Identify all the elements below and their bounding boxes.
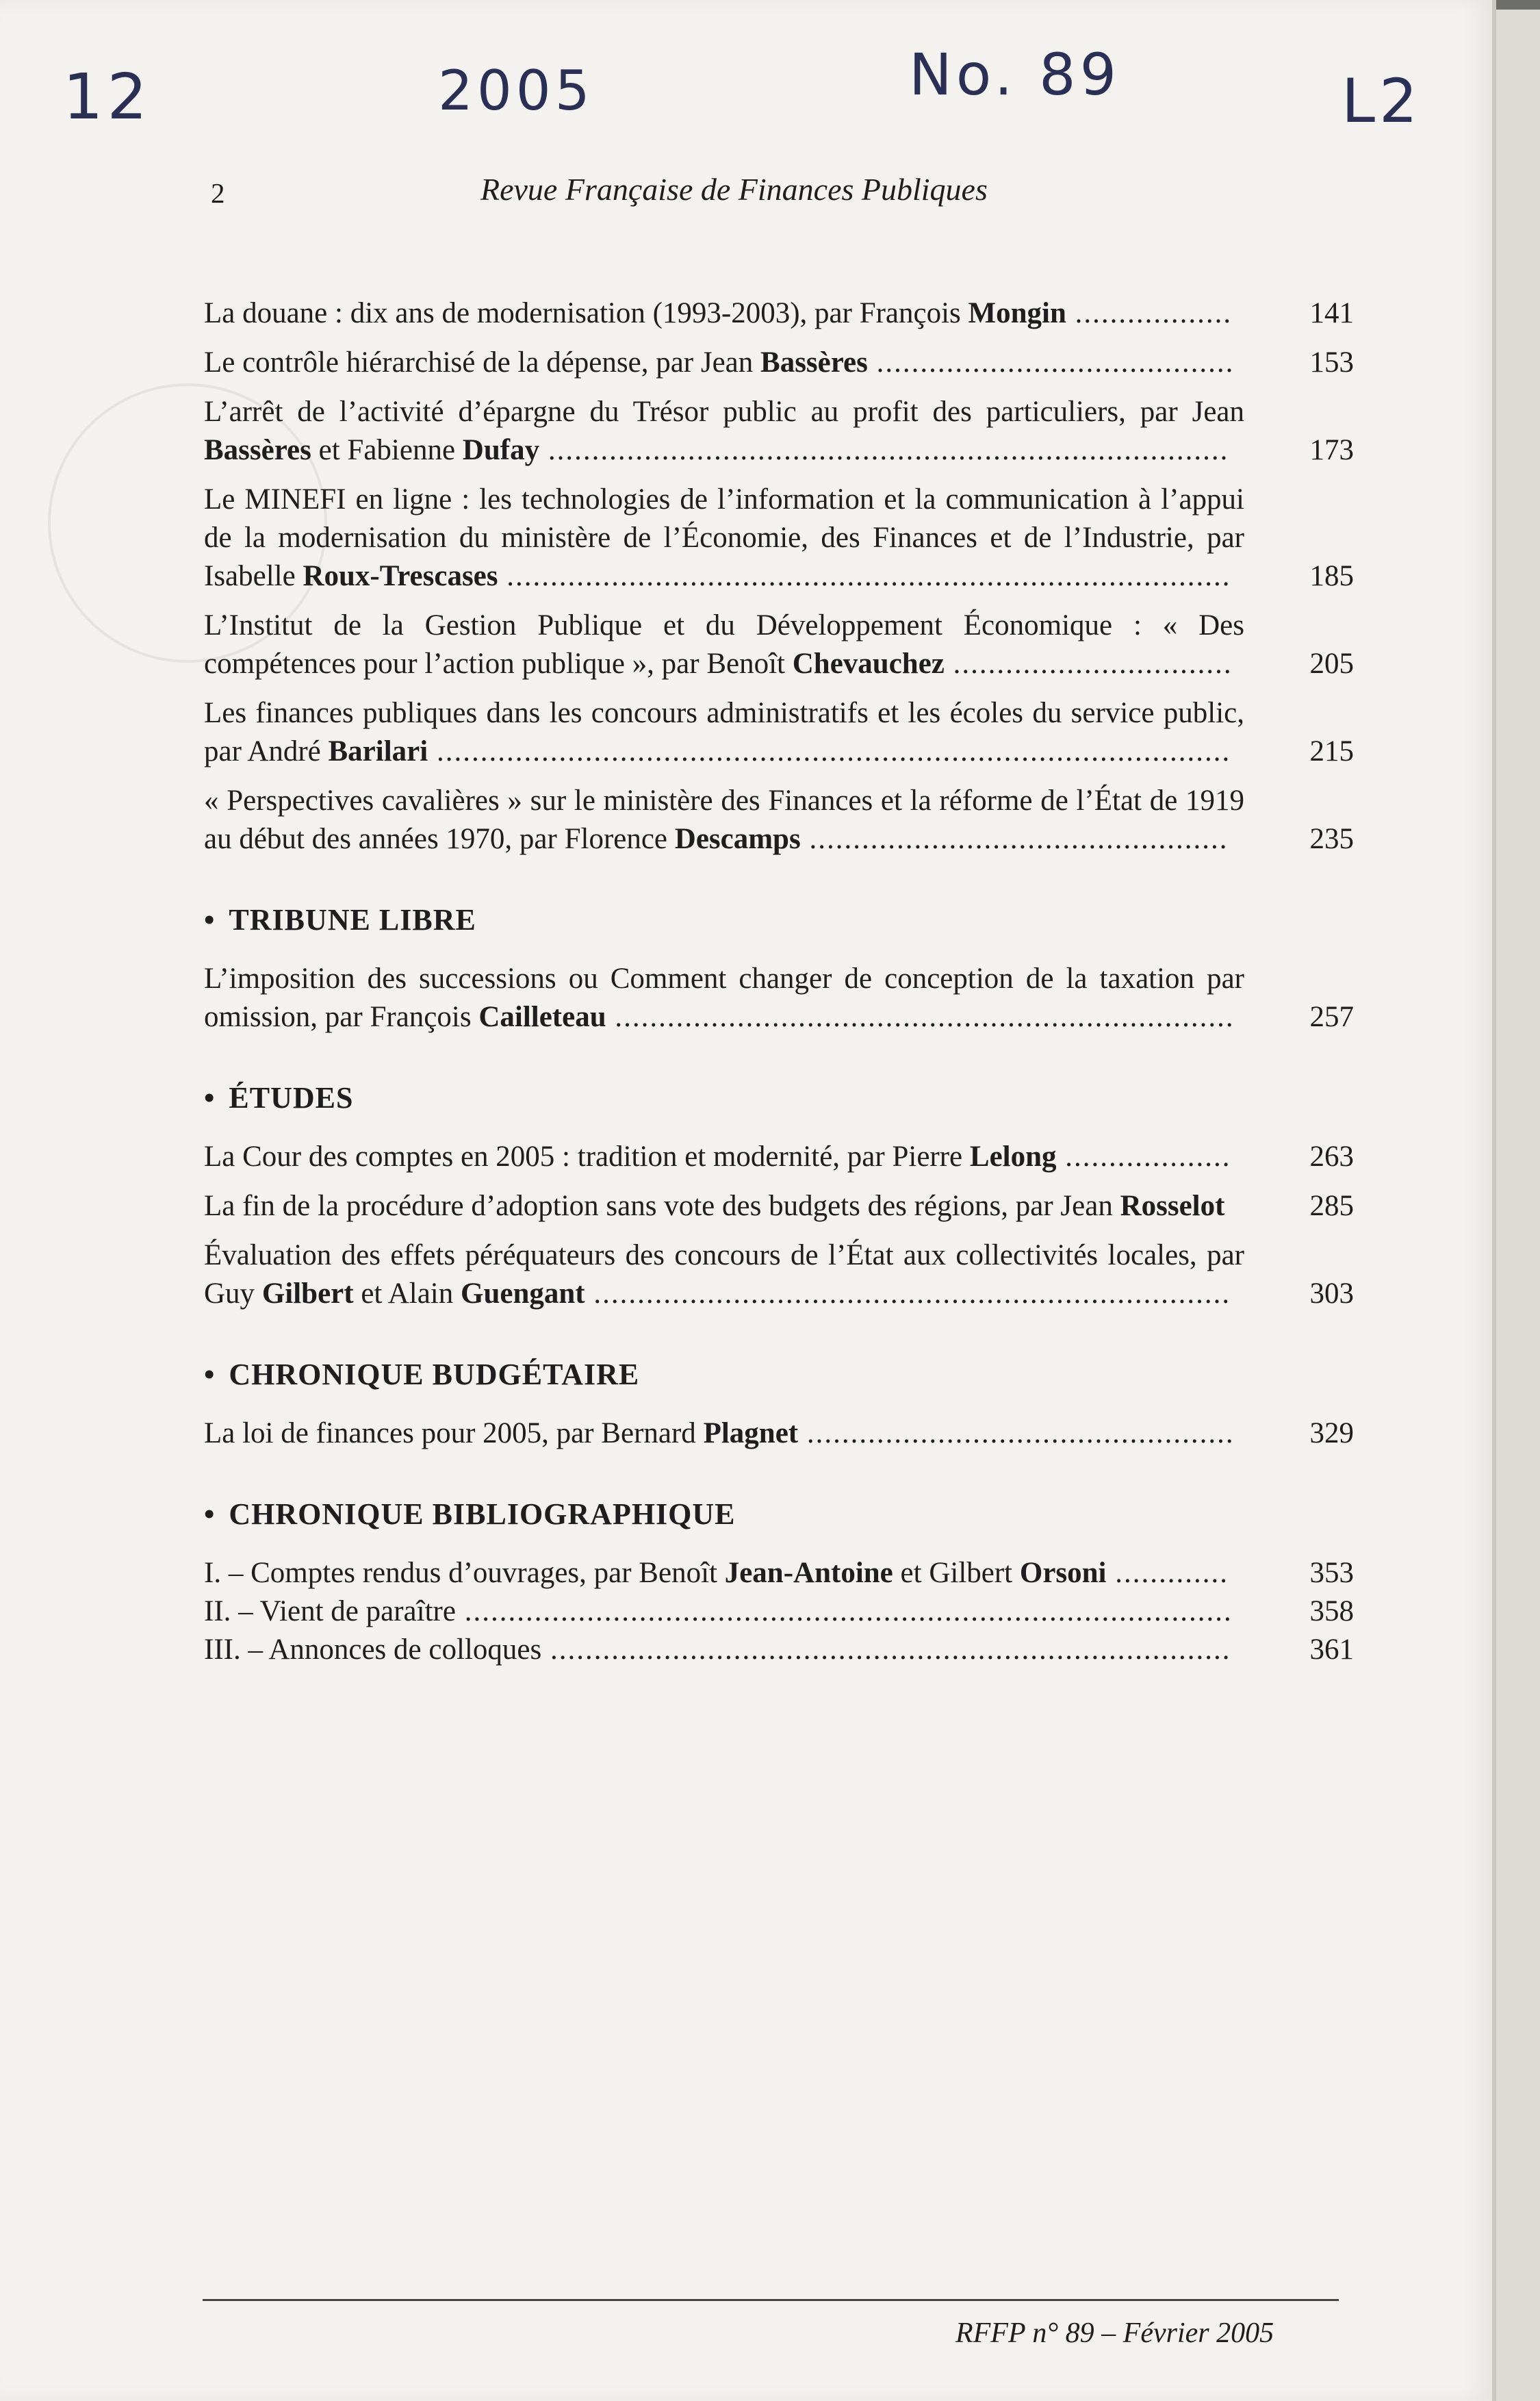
entry-page-number: 285 — [1309, 1190, 1354, 1222]
entry-text: La fin de la procédure d’adoption sans vote des budgets des régions, par Jean — [204, 1190, 1120, 1222]
toc-entry — [204, 344, 1354, 382]
entry-text: « Perspectives cavalières » sur le ministère des Finances et la réforme de l’État de 1919 au début des années 1970, par Florence — [204, 785, 1244, 855]
handwritten-issue: No. 89 — [909, 41, 1121, 108]
entry-author: Barilari — [328, 735, 428, 767]
entry-text: I. – Comptes rendus d’ouvrages, par Benoît — [204, 1557, 725, 1589]
toc-entry-title — [204, 1592, 1244, 1631]
toc-biblio-list — [204, 1554, 1354, 1669]
toc-entry-title — [204, 607, 1244, 683]
bullet-icon: • — [204, 1358, 216, 1391]
bullet-icon: • — [204, 1497, 216, 1531]
dot-leader: ........................................................................................ — [455, 1595, 1233, 1627]
entry-page-number: 141 — [1309, 297, 1354, 329]
toc-entry-title — [204, 294, 1244, 333]
dot-leader: ................................................ — [800, 823, 1229, 855]
toc-entry-title — [204, 782, 1244, 859]
entry-author: Plagnet — [703, 1417, 799, 1449]
toc-entry-title — [204, 481, 1244, 596]
entry-text: Les finances publiques dans les concours administratifs et les écoles du service public, par André — [204, 697, 1244, 767]
entry-author: Bassères — [760, 346, 868, 379]
entry-page-number: 263 — [1309, 1141, 1354, 1173]
bullet-icon: • — [204, 1081, 216, 1115]
entry-text: II. – Vient de paraître — [204, 1595, 456, 1627]
toc-entry-title — [204, 1414, 1244, 1453]
entry-text: L’imposition des successions ou Comment changer de conception de la taxation par omission, par François — [204, 963, 1244, 1033]
toc-tribune-list — [204, 960, 1354, 1037]
table-of-contents — [204, 294, 1354, 1669]
entry-page-number: 205 — [1309, 648, 1354, 680]
entry-page-number: 185 — [1309, 560, 1354, 592]
entry-text: Évaluation des effets péréquateurs des concours de l’État aux collectivités locales, par Guy — [204, 1239, 1244, 1310]
dot-leader: ......................................................................... — [585, 1278, 1231, 1310]
section-heading-tribune: • TRIBUNE LIBRE — [204, 903, 476, 937]
scan-right-edge — [1496, 10, 1540, 2401]
toc-entry-title — [204, 393, 1244, 470]
toc-entry-title — [204, 344, 1244, 382]
entry-text: L’Institut de la Gestion Publique et du Développement Économique : « Des compétences pour l’action publique », par Benoît — [204, 609, 1244, 680]
toc-entry — [204, 1631, 1354, 1669]
section-heading-etudes: • ÉTUDES — [204, 1081, 354, 1115]
entry-page-number: 257 — [1309, 1001, 1354, 1033]
footer-citation: RFFP n° 89 – Février 2005 — [955, 2317, 1274, 2349]
footer-rule — [203, 2299, 1339, 2301]
toc-main-list — [204, 294, 1354, 859]
entry-text: et Alain — [353, 1278, 461, 1310]
dot-leader: .............................................................................. — [541, 1634, 1231, 1666]
entry-author: Orsoni — [1019, 1557, 1107, 1589]
entry-author: Jean-Antoine — [724, 1557, 893, 1589]
entry-page-number: 215 — [1309, 735, 1354, 767]
dot-leader: ................................................. — [798, 1417, 1235, 1449]
handwritten-number: 12 — [63, 60, 152, 134]
entry-page-number: 303 — [1309, 1278, 1354, 1310]
toc-entry-title — [204, 960, 1244, 1037]
handwritten-code: L2 — [1342, 66, 1422, 136]
entry-author: Rosselot — [1120, 1190, 1225, 1222]
entry-page-number: 173 — [1309, 434, 1354, 466]
dot-leader: ................................................................................... — [498, 560, 1231, 592]
entry-text: La loi de finances pour 2005, par Bernard — [204, 1417, 704, 1449]
dot-leader: ............. — [1106, 1557, 1229, 1589]
toc-entry — [204, 393, 1354, 470]
toc-entry — [204, 1138, 1354, 1176]
toc-entry-title — [204, 1554, 1244, 1592]
page-number: 2 — [211, 177, 225, 209]
toc-entry-title — [204, 1236, 1244, 1313]
toc-entry — [204, 960, 1354, 1037]
dot-leader: ......................................... — [867, 346, 1235, 379]
toc-entry — [204, 607, 1354, 683]
journal-title: Revue Française de Finances Publiques — [480, 172, 988, 207]
toc-entry — [204, 481, 1354, 596]
entry-page-number: 153 — [1309, 346, 1354, 379]
toc-entry-title — [204, 1187, 1244, 1225]
entry-author: Lelong — [969, 1141, 1057, 1173]
section-heading-chronique-budgetaire: • CHRONIQUE BUDGÉTAIRE — [204, 1358, 640, 1391]
entry-page-number: 358 — [1309, 1595, 1354, 1627]
entry-text: et Gilbert — [893, 1557, 1020, 1589]
toc-entry — [204, 782, 1354, 859]
entry-page-number: 361 — [1309, 1634, 1354, 1666]
entry-author: Chevauchez — [792, 648, 945, 680]
toc-entry-title — [204, 694, 1244, 771]
entry-author: Cailleteau — [478, 1001, 606, 1033]
entry-author: Descamps — [674, 823, 801, 855]
entry-text: L’arrêt de l’activité d’épargne du Trésor public au profit des particuliers, par Jean — [204, 396, 1244, 428]
toc-entry — [204, 1554, 1354, 1592]
dot-leader: ........................................................................................... — [428, 735, 1231, 767]
section-heading-chronique-biblio: • CHRONIQUE BIBLIOGRAPHIQUE — [204, 1497, 736, 1531]
running-header — [205, 171, 1355, 212]
entry-text: III. – Annonces de colloques — [204, 1634, 542, 1666]
toc-entry — [204, 1187, 1354, 1225]
entry-page-number: 235 — [1309, 823, 1354, 855]
entry-author: Dufay — [462, 434, 540, 466]
entry-text: La douane : dix ans de modernisation (1993-2003), par François — [204, 297, 968, 329]
dot-leader: .............................................................................. — [539, 434, 1229, 466]
entry-text: et Fabienne — [311, 434, 463, 466]
entry-author: Mongin — [968, 297, 1066, 329]
entry-author: Roux-Trescases — [303, 560, 498, 592]
toc-budget-list — [204, 1414, 1354, 1453]
entry-page-number: 329 — [1309, 1417, 1354, 1449]
entry-author: Guengant — [461, 1278, 585, 1310]
handwritten-year: 2005 — [438, 59, 594, 123]
dot-leader: ................................ — [944, 648, 1233, 680]
dot-leader: .................. — [1066, 297, 1233, 329]
entry-text: Le MINEFI en ligne : les technologies de l’information et la communication à l’appui de la modernisation du ministère de l’Économie, des Finances et de l’Industrie, par Isabelle — [204, 483, 1244, 592]
toc-entry — [204, 1414, 1354, 1453]
bullet-icon: • — [204, 903, 216, 937]
toc-entry — [204, 1236, 1354, 1313]
toc-entry — [204, 1592, 1354, 1631]
toc-entry-title — [204, 1138, 1244, 1176]
entry-text: Le contrôle hiérarchisé de la dépense, par Jean — [204, 346, 761, 379]
toc-entry — [204, 694, 1354, 771]
entry-page-number: 353 — [1309, 1557, 1354, 1589]
toc-entry-title — [204, 1631, 1244, 1669]
dot-leader: ....................................................................... — [606, 1001, 1235, 1033]
entry-text: La Cour des comptes en 2005 : tradition et modernité, par Pierre — [204, 1141, 970, 1173]
dot-leader: ................... — [1056, 1141, 1231, 1173]
toc-etudes-list — [204, 1138, 1354, 1313]
toc-entry — [204, 294, 1354, 333]
entry-author: Gilbert — [261, 1278, 354, 1310]
entry-author: Bassères — [204, 434, 311, 466]
